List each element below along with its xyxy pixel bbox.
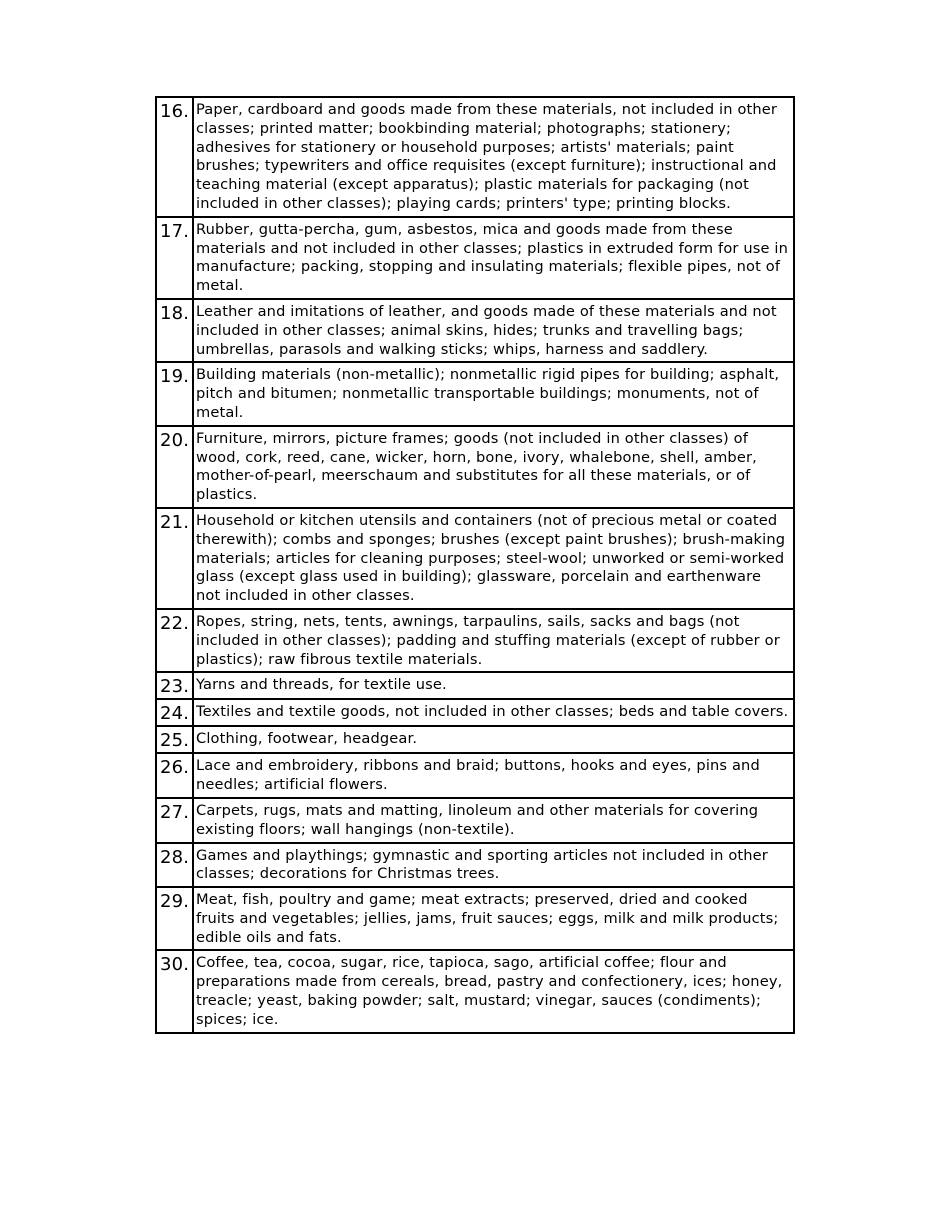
table-row [156, 609, 794, 672]
class-number: 25. [156, 726, 193, 753]
goods-classes-table [155, 96, 795, 1034]
class-number: 27. [156, 798, 193, 843]
table-row [156, 887, 794, 950]
class-number: 18. [156, 299, 193, 362]
class-description: Household or kitchen utensils and containers (not of precious metal or coated therewith); combs and sponges; brushes (except paint brushes); brush-making materials; articles for cleaning purposes; steel-wool; unworked or semi-worked glass (except glass used in building); glassware, porcelain and earthenware not included in other classes. [193, 508, 794, 609]
class-number: 23. [156, 672, 193, 699]
class-description: Furniture, mirrors, picture frames; goods (not included in other classes) of wood, cork, reed, cane, wicker, horn, bone, ivory, whalebone, shell, amber, mother-of-pearl, meerschaum and substitutes for all these materials, or of plastics. [193, 426, 794, 508]
class-number: 30. [156, 950, 193, 1032]
table-row [156, 508, 794, 609]
class-number: 24. [156, 699, 193, 726]
class-number: 16. [156, 97, 193, 217]
class-number: 19. [156, 362, 193, 425]
class-description: Rubber, gutta-percha, gum, asbestos, mica and goods made from these materials and not included in other classes; plastics in extruded form for use in manufacture; packing, stopping and insulating materials; flexible pipes, not of metal. [193, 217, 794, 299]
class-number: 20. [156, 426, 193, 508]
class-description: Carpets, rugs, mats and matting, linoleum and other materials for covering existing floors; wall hangings (non-textile). [193, 798, 794, 843]
class-description: Clothing, footwear, headgear. [193, 726, 794, 753]
table-row [156, 726, 794, 753]
table-row [156, 753, 794, 798]
class-description: Paper, cardboard and goods made from these materials, not included in other classes; printed matter; bookbinding material; photographs; stationery; adhesives for stationery or household purposes; artists' materials; paint brushes; typewriters and office requisites (except furniture); instructional and teaching material (except apparatus); plastic materials for packaging (not included in other classes); playing cards; printers' type; printing blocks. [193, 97, 794, 217]
table-row [156, 217, 794, 299]
class-description: Textiles and textile goods, not included in other classes; beds and table covers. [193, 699, 794, 726]
class-description: Ropes, string, nets, tents, awnings, tarpaulins, sails, sacks and bags (not included in other classes); padding and stuffing materials (except of rubber or plastics); raw fibrous textile materials. [193, 609, 794, 672]
class-description: Yarns and threads, for textile use. [193, 672, 794, 699]
table-row [156, 950, 794, 1032]
class-description: Building materials (non-metallic); nonmetallic rigid pipes for building; asphalt, pitch and bitumen; nonmetallic transportable buildings; monuments, not of metal. [193, 362, 794, 425]
table-row [156, 97, 794, 217]
table-row [156, 362, 794, 425]
class-number: 17. [156, 217, 193, 299]
class-description: Coffee, tea, cocoa, sugar, rice, tapioca, sago, artificial coffee; flour and preparations made from cereals, bread, pastry and confectionery, ices; honey, treacle; yeast, baking powder; salt, mustard; vinegar, sauces (condiments); spices; ice. [193, 950, 794, 1032]
class-description: Lace and embroidery, ribbons and braid; buttons, hooks and eyes, pins and needles; artificial flowers. [193, 753, 794, 798]
class-description: Games and playthings; gymnastic and sporting articles not included in other classes; decorations for Christmas trees. [193, 843, 794, 888]
class-number: 22. [156, 609, 193, 672]
class-number: 21. [156, 508, 193, 609]
class-number: 29. [156, 887, 193, 950]
table-row [156, 798, 794, 843]
class-number: 26. [156, 753, 193, 798]
table-row [156, 672, 794, 699]
table-row [156, 299, 794, 362]
table-row [156, 843, 794, 888]
table-row [156, 426, 794, 508]
class-number: 28. [156, 843, 193, 888]
class-description: Meat, fish, poultry and game; meat extracts; preserved, dried and cooked fruits and vegetables; jellies, jams, fruit sauces; eggs, milk and milk products; edible oils and fats. [193, 887, 794, 950]
table-row [156, 699, 794, 726]
class-description: Leather and imitations of leather, and goods made of these materials and not included in other classes; animal skins, hides; trunks and travelling bags; umbrellas, parasols and walking sticks; whips, harness and saddlery. [193, 299, 794, 362]
